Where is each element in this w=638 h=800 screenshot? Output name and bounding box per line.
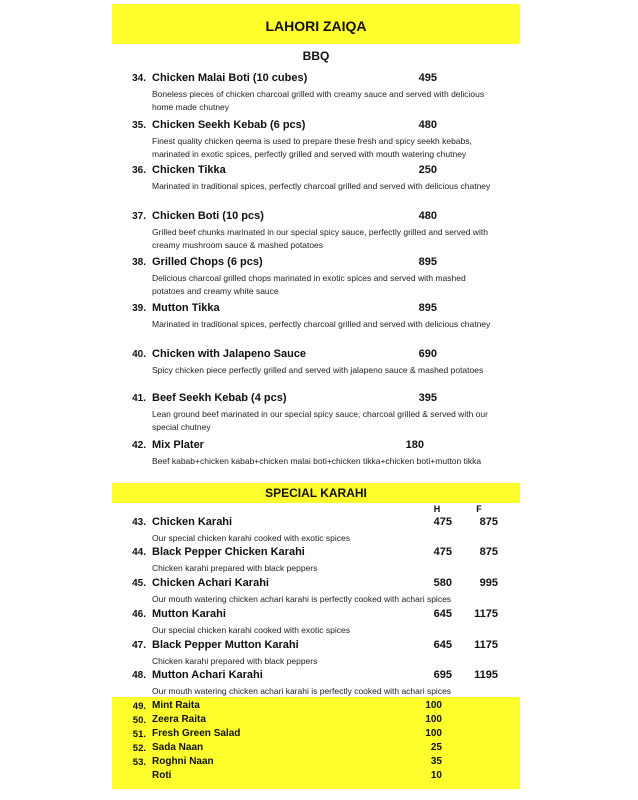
item-name: Fresh Green Salad: [152, 728, 241, 739]
item-name: Mutton Achari Karahi: [152, 669, 263, 681]
item-price: 895: [418, 256, 437, 268]
side-item-51: [112, 728, 520, 742]
full-price: 1175: [474, 639, 498, 651]
restaurant-title-banner: [112, 4, 520, 44]
item-name: Zeera Raita: [152, 714, 206, 725]
item-description: Spicy chicken piece perfectly grilled and served with jalapeno sauce & mashed potatoes: [152, 365, 484, 375]
item-number: 34.: [132, 73, 146, 84]
item-number: 46.: [132, 609, 146, 620]
item-description: Lean ground beef marinated in our special spicy sauce, charcoal grilled & served with our special chutney: [152, 409, 488, 432]
item-description: Our mouth watering chicken achari karahi is perfectly cooked with achari spices: [152, 594, 452, 604]
item-name: Sada Naan: [152, 742, 204, 753]
item-price: 480: [418, 119, 437, 131]
item-description: Finest quality chicken qeema is used to prepare these fresh and spicy seekh kebabs, marinated in exotic spices, perfectly grilled and served with mouth watering chutney: [152, 136, 472, 159]
item-name: Mix Plater: [152, 439, 204, 451]
item-name: Beef Seekh Kebab (4 pcs): [152, 392, 287, 404]
item-description: Beef kabab+chicken kabab+chicken malai boti+chicken tikka+chicken boti+mutton tikka: [152, 456, 482, 466]
bbq-section-title: BBQ: [302, 49, 330, 63]
item-price: 495: [418, 72, 437, 84]
item-price: 395: [418, 392, 437, 404]
item-number: 38.: [132, 257, 146, 268]
item-number: 52.: [132, 743, 146, 754]
item-name: Chicken Boti (10 pcs): [152, 210, 264, 222]
item-number: 48.: [132, 670, 146, 681]
item-name: Black Pepper Chicken Karahi: [152, 546, 305, 558]
item-description: Our special chicken karahi cooked with exotic spices: [152, 533, 350, 543]
item-number: 50.: [132, 715, 146, 726]
item-number: 45.: [132, 578, 146, 589]
half-column-header: H: [433, 504, 441, 514]
item-description: Delicious charcoal grilled chops marinated in exotic spices and served with mashed potatoes and creamy white sauce: [152, 273, 466, 296]
item-description: Marinated in traditional spices, perfectly charcoal grilled and served with delicious chatney: [152, 181, 491, 191]
side-item-52: [112, 742, 520, 756]
item-number: 42.: [132, 440, 146, 451]
item-number: 53.: [132, 757, 146, 768]
item-price: 100: [425, 700, 442, 711]
side-item-53: [112, 756, 520, 770]
item-price: 895: [418, 302, 437, 314]
half-price: 645: [433, 608, 452, 620]
item-price: 100: [425, 714, 442, 725]
item-name: Chicken Karahi: [152, 516, 233, 528]
item-price: 100: [425, 728, 442, 739]
item-description: Grilled beef chunks marinated in our special spicy sauce, perfectly grilled and served with creamy mushroom sauce & mashed potatoes: [152, 227, 488, 250]
item-description: Our mouth watering chicken achari karahi is perfectly cooked with achari spices: [152, 686, 452, 696]
item-price: 35: [430, 756, 442, 767]
item-name: Chicken Achari Karahi: [152, 577, 269, 589]
half-price: 475: [433, 516, 452, 528]
full-price: 995: [479, 577, 498, 589]
item-name: Grilled Chops (6 pcs): [152, 256, 263, 268]
item-name: Mutton Tikka: [152, 302, 220, 314]
item-number: 44.: [132, 547, 146, 558]
item-description: Chicken karahi prepared with black peppers: [152, 656, 318, 666]
item-number: 40.: [132, 349, 146, 360]
item-number: 39.: [132, 303, 146, 314]
item-price: 10: [430, 770, 442, 781]
item-price: 690: [418, 348, 437, 360]
half-price: 580: [433, 577, 452, 589]
item-name: Chicken Tikka: [152, 164, 226, 176]
item-number: 49.: [132, 701, 146, 712]
karahi-section-banner: [112, 483, 520, 503]
side-item-50: [112, 714, 520, 728]
item-number: 37.: [132, 211, 146, 222]
item-price: 250: [418, 164, 437, 176]
restaurant-title: LAHORI ZAIQA: [265, 18, 367, 34]
full-price: 1195: [474, 669, 498, 681]
item-description: Our special chicken karahi cooked with exotic spices: [152, 625, 350, 635]
menu-page: [112, 0, 520, 800]
item-price: 25: [430, 742, 442, 753]
item-name: Chicken with Jalapeno Sauce: [152, 348, 307, 360]
half-price: 475: [433, 546, 452, 558]
sides-highlight-box: [112, 697, 520, 789]
half-price: 645: [433, 639, 452, 651]
item-name: Mint Raita: [152, 700, 200, 711]
item-description: Chicken karahi prepared with black peppers: [152, 563, 318, 573]
full-price: 875: [479, 516, 498, 528]
item-name: Chicken Malai Boti (10 cubes): [152, 72, 308, 84]
full-column-header: F: [476, 504, 482, 514]
item-description: Marinated in traditional spices, perfectly charcoal grilled and served with delicious chatney: [152, 319, 491, 329]
item-number: 35.: [132, 120, 146, 131]
item-name: Chicken Seekh Kebab (6 pcs): [152, 119, 306, 131]
item-price: 480: [418, 210, 437, 222]
half-price: 695: [433, 669, 452, 681]
item-number: 36.: [132, 165, 146, 176]
side-item-49: [112, 700, 520, 714]
full-price: 875: [479, 546, 498, 558]
item-name: Mutton Karahi: [152, 608, 226, 620]
karahi-section-title: SPECIAL KARAHI: [265, 486, 367, 500]
item-price: 180: [405, 439, 424, 451]
item-name: Roghni Naan: [152, 756, 214, 767]
item-number: 43.: [132, 517, 146, 528]
item-description: Boneless pieces of chicken charcoal grilled with creamy sauce and served with delicious home made chutney: [152, 89, 485, 112]
item-number: 41.: [132, 393, 146, 404]
item-name: Black Pepper Mutton Karahi: [152, 639, 299, 651]
item-number: 47.: [132, 640, 146, 651]
full-price: 1175: [474, 608, 498, 620]
item-number: 51.: [132, 729, 146, 740]
side-item-roti: [112, 770, 520, 784]
item-name: Roti: [152, 770, 172, 781]
